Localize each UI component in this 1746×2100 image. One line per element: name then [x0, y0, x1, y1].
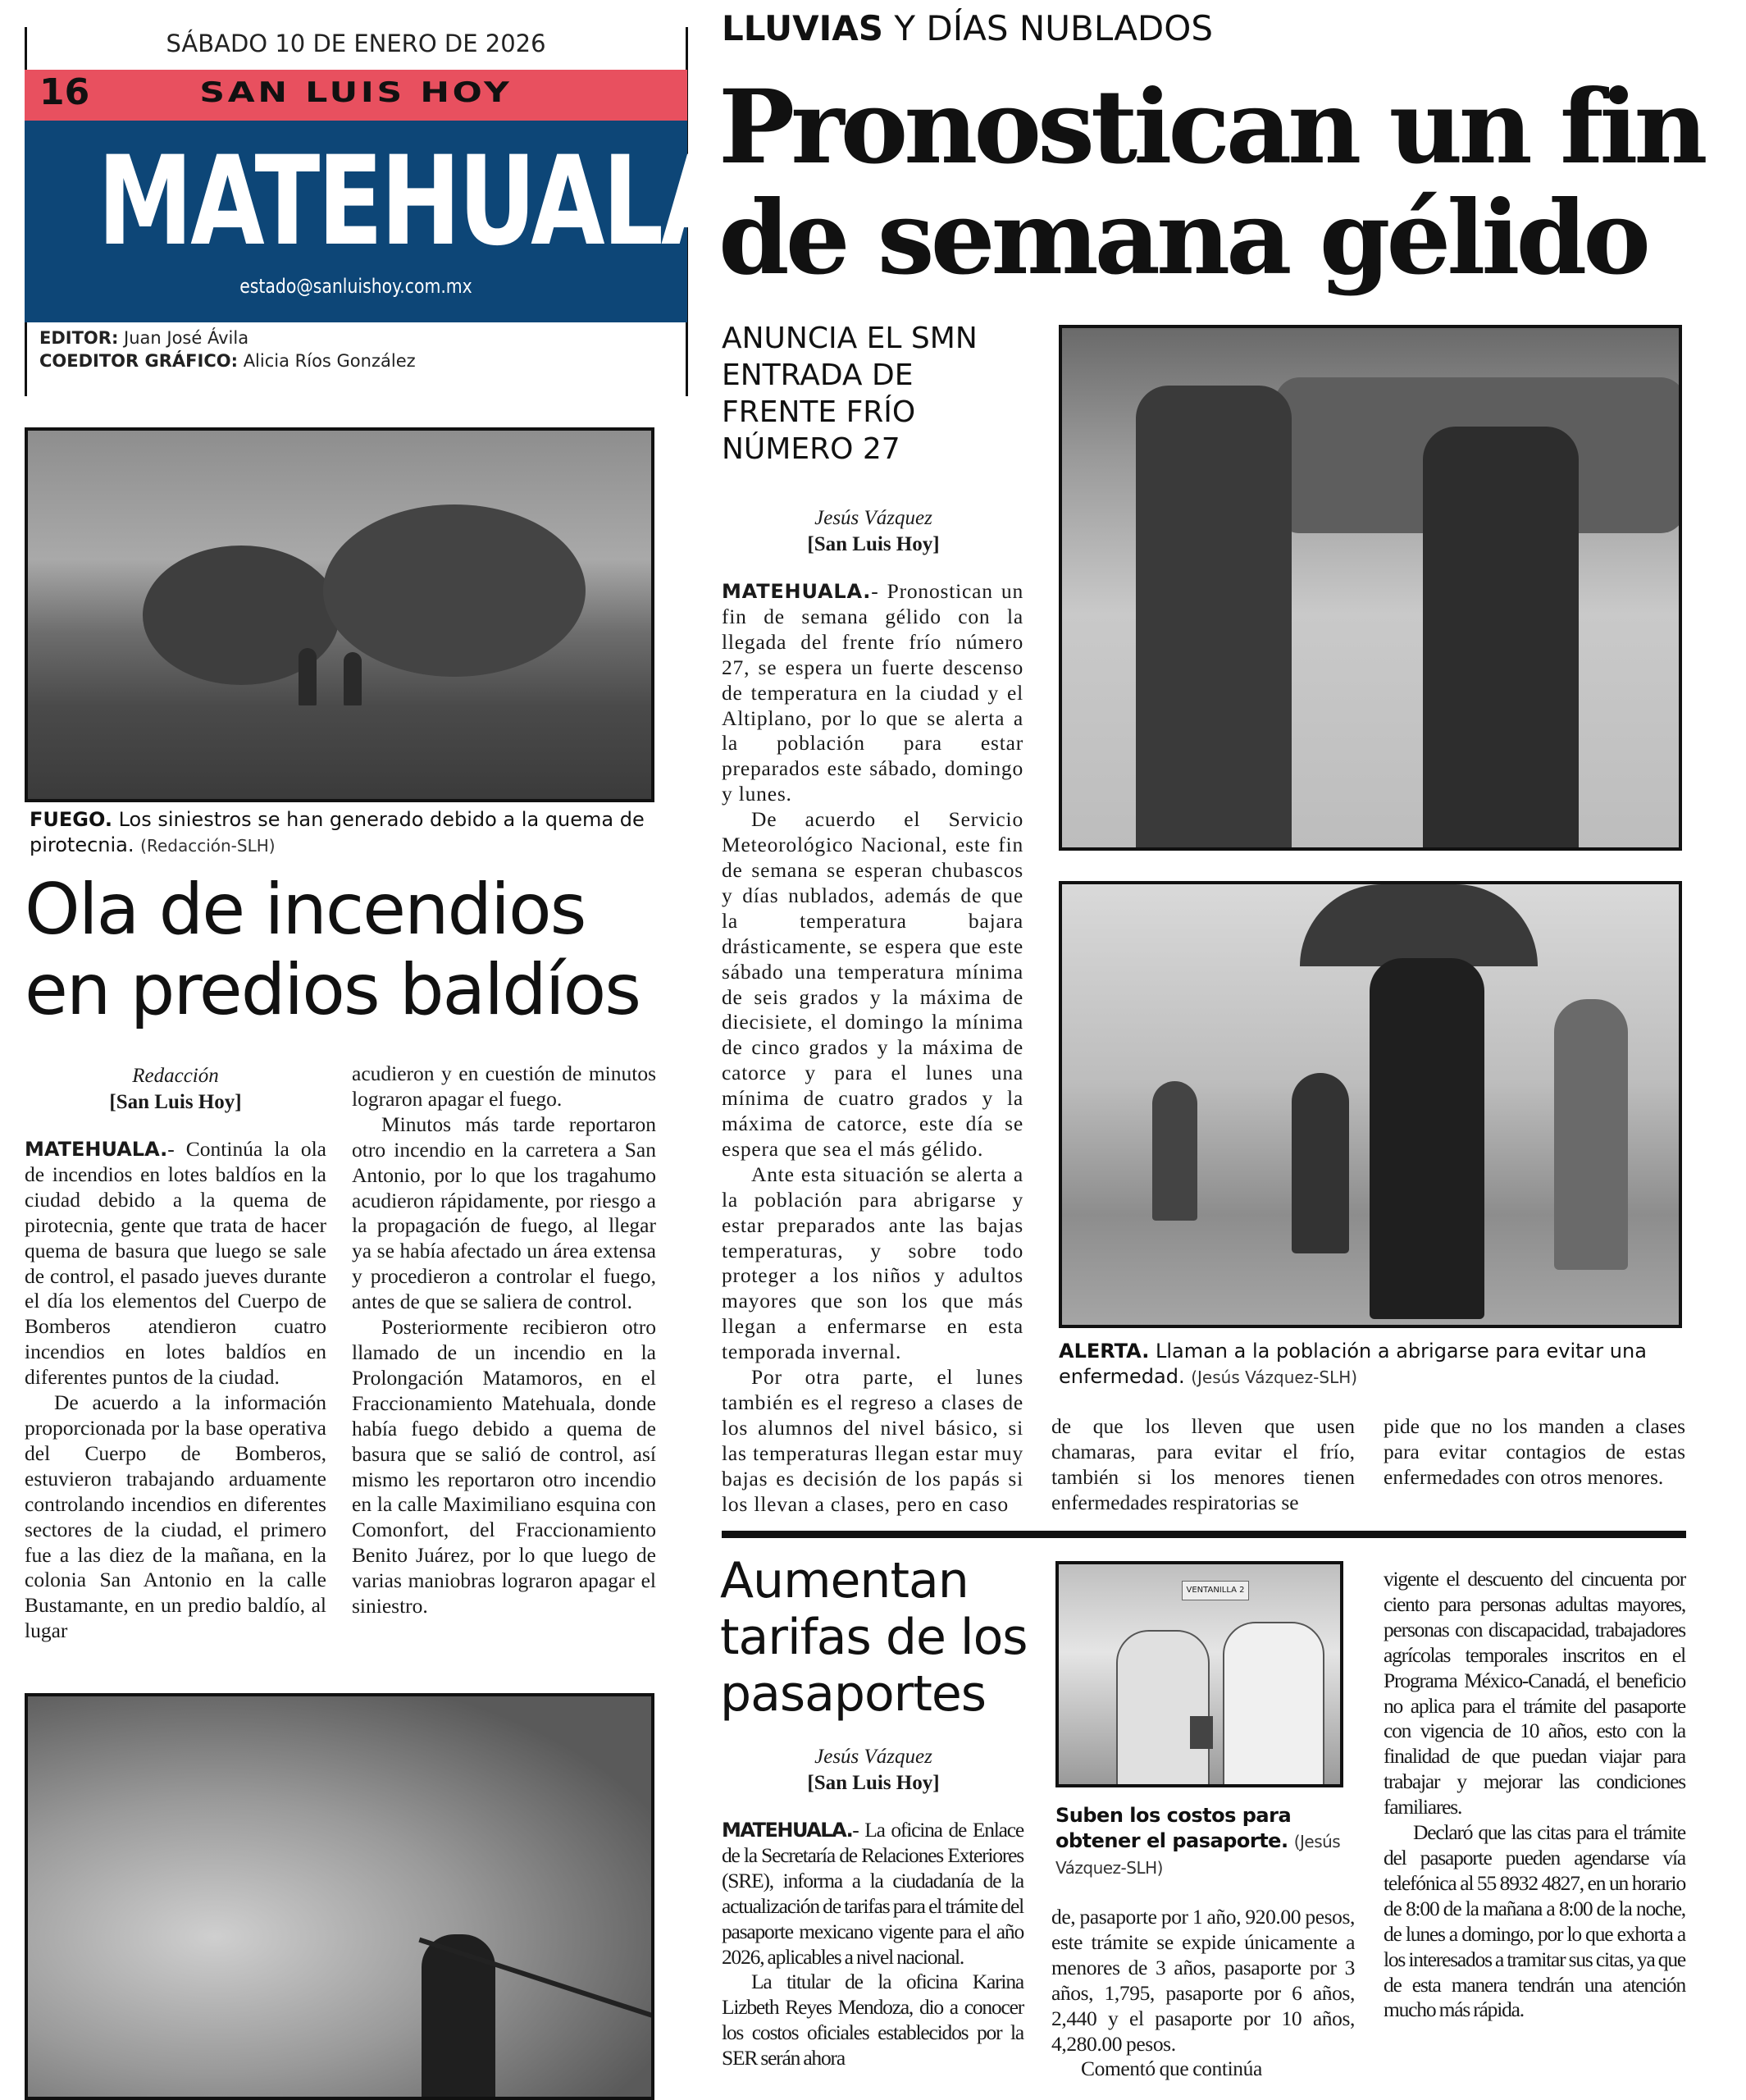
- byline-author: Jesús Vázquez: [814, 1746, 932, 1768]
- photo-caption-cold: [1059, 1339, 1690, 1390]
- article-column: [1051, 1414, 1355, 1516]
- paragraph: Por otra parte, el lunes también es el regreso a clases de los alumnos del nivel básico, si las temperaturas llegan estar muy bajas es decisión de los papás si los llevan a clases, pero en caso: [722, 1365, 1023, 1516]
- passport-booklet: [1190, 1716, 1213, 1749]
- newspaper-brand: SAN LUIS HOY: [199, 76, 513, 109]
- young-woman: [1223, 1622, 1324, 1787]
- pedestrian: [1292, 1073, 1349, 1253]
- photo-pedestrians-cold: [1059, 325, 1682, 851]
- firefighter-figure: [299, 648, 317, 705]
- article-column: [352, 1061, 656, 1619]
- byline-fires: [25, 1063, 326, 1116]
- coeditor-credit: [39, 351, 416, 371]
- photo-firefighter-hose: [25, 1693, 654, 2100]
- umbrella: [1300, 884, 1538, 966]
- section-band: [25, 121, 733, 322]
- brand-band: [25, 70, 687, 121]
- byline-author: Jesús Vázquez: [814, 507, 932, 529]
- dateline: MATEHUALA.: [25, 1138, 168, 1161]
- paragraph: de, pasaporte por 1 año, 920.00 pesos, este trámite se expide únicamente a menores de 3 años, pasaporte por 3 años, 1,795, pasaporte por 6 años, 2,440 y el pasaporte por 10 años, 4,280.00 pesos.: [1051, 1905, 1355, 2056]
- paragraph: La titular de la oficina Karina Lizbeth Reyes Mendoza, dio a conocer los costos oficiales establecidos por la SER serán ahora: [722, 1970, 1023, 2070]
- caption-text: Llaman a la población a abrigarse para evitar una enfermedad.: [1059, 1340, 1647, 1388]
- byline-passports: [722, 1744, 1025, 1796]
- paragraph: Declaró que las citas para el trámite del pasaporte pueden agendarse vía telefónica al 55 8932 4827, en un horario de 8:00 de la mañana a 8:00 de la noche, de lunes a domingo, por lo que exhorta a los interesados a tramitar sus citas, ya que de esta manera tendrán una atención mucho más rápida.: [1384, 1820, 1685, 2022]
- section-email[interactable]: estado@sanluishoy.com.mx: [239, 275, 472, 298]
- paragraph-text: - Pronostican un fin de semana gélido con la llegada del frente frío número 27, se espera un fuerte descenso de temperatura en la ciudad y el Altiplano, por lo que se alerta a la población para estar preparados este sábado, domingo y lunes.: [722, 579, 1023, 806]
- byline-cold: [722, 505, 1025, 558]
- firefighter-figure: [344, 652, 362, 705]
- paragraph: [722, 579, 1023, 807]
- paragraph: Ante esta situación se alerta a la población para abrigarse y estar preparados ante las bajas temperaturas, y sobre todo proteger a los niños y adultos mayores que son los que más llegan a enfermarse en esta temporada invernal.: [722, 1162, 1023, 1364]
- caption-lead: ALERTA.: [1059, 1340, 1150, 1363]
- paragraph: De acuerdo el Servicio Meteorológico Nacional, este fin de semana se esperan chubascos y días nublados, además de que la temperatura bajara drásticamente, se espera que este sábado una temperatura mínima de seis grados y la máxima de diecisiete, el domingo la mínima de cinco grados y la máxima de catorce y para el lunes una mínima de cuatro grados y la máxima de catorce, este día se espera que sea el más gélido.: [722, 807, 1023, 1161]
- photo-caption-passport: [1055, 1803, 1359, 1881]
- caption-text: Suben los costos para obtener el pasaporte.: [1055, 1804, 1292, 1852]
- caption-text: Los siniestros se han generado debido a la quema de pirotecnia.: [30, 808, 645, 856]
- paragraph: acudieron y en cuestión de minutos lograron apagar el fuego.: [352, 1061, 656, 1111]
- section-divider: [722, 1531, 1686, 1538]
- woman-in-mask: [1423, 427, 1579, 851]
- headline-passports: Aumentan tarifas de los pasaportes: [720, 1552, 1028, 1723]
- paragraph: [25, 1137, 326, 1390]
- paragraph: Posteriormente recibieron otro llamado de un incendio en la Prolongación Matamoros, en el Fraccionamiento Matehuala, donde había fuego debido a quema de basura que se salió de control, así mismo les reportaron otro incendio en la calle Maximiliano esquina con Comonfort, del Fraccionamiento Benito Juárez, por lo que luego de varias maniobras lograron apagar el siniestro.: [352, 1315, 656, 1618]
- photo-rain-umbrella: [1059, 881, 1682, 1328]
- kicker-text: Y DÍAS NUBLADOS: [883, 8, 1213, 48]
- coeditor-label: COEDITOR GRÁFICO:: [39, 351, 238, 371]
- coeditor-name: Alicia Ríos González: [243, 351, 416, 371]
- article-column: [1384, 1414, 1685, 1491]
- tree-silhouette: [323, 504, 586, 677]
- dateline: MATEHUALA.: [722, 580, 872, 603]
- byline-outlet: [San Luis Hoy]: [807, 533, 940, 555]
- official-woman: [1116, 1630, 1210, 1787]
- paragraph-text: - Continúa la ola de incendios en lotes baldíos en la ciudad debido a la quema de pirotecnia, gente que trata de hacer quema de basura que luego se sale de control, el pasado jueves durante el día los elementos del Cuerpo de Bomberos atendieron cuatro incendios en lotes baldíos en diferentes puntos de la ciudad.: [25, 1137, 326, 1390]
- section-title: MATEHUALA: [97, 130, 733, 273]
- window-sign: VENTANILLA 2: [1182, 1581, 1249, 1600]
- article-column: [1384, 1567, 1685, 2023]
- paragraph: [722, 1818, 1023, 1970]
- caption-lead: FUEGO.: [30, 808, 112, 831]
- article-column: [25, 1137, 326, 1644]
- dateline: MATEHUALA.: [722, 1819, 853, 1842]
- byline-outlet: [San Luis Hoy]: [807, 1772, 940, 1794]
- person-with-umbrella: [1370, 958, 1484, 1319]
- article-column: [722, 1818, 1023, 2071]
- caption-credit: (Jesús Vázquez-SLH): [1055, 1832, 1341, 1878]
- headline-fires: Ola de incendios en predios baldíos: [25, 869, 641, 1031]
- paragraph: Minutos más tarde reportaron otro incendio en la carretera a San Antonio, por lo que los tragahumo acudieron rápidamente, por riesgo a la propagación de fuego, al llegar ya se había afectado un área extensa y procedieron a controlar el fuego, antes de que se saliera de control.: [352, 1112, 656, 1314]
- article-column: [722, 579, 1023, 1518]
- paragraph: de que los lleven que usen chamaras, para evitar el frío, también si los menores tienen enfermedades respiratorias se: [1051, 1414, 1355, 1514]
- paragraph: pide que no los manden a clases para evitar contagios de estas enfermedades con otros menores.: [1384, 1414, 1685, 1489]
- paragraph: Comentó que continúa: [1081, 2057, 1262, 2081]
- photo-passport-office: [1055, 1561, 1343, 1787]
- deck-cold: ANUNCIA EL SMN ENTRADA DE FRENTE FRÍO NÚMERO 27: [722, 322, 978, 466]
- caption-credit: (Jesús Vázquez-SLH): [1191, 1367, 1358, 1387]
- man-in-vest: [1136, 386, 1292, 851]
- edition-date: SÁBADO 10 DE ENERO DE 2026: [166, 30, 546, 57]
- headline-cold: Pronostican un fin de semana gélido: [718, 68, 1704, 298]
- paragraph-text: - La oficina de Enlace de la Secretaría de Relaciones Exteriores (SRE), informa a la ciudadanía de la actualización de tarifas para el trámite del pasaporte mexicano vigente para el año 2026, aplicables a nivel nacional.: [722, 1818, 1023, 1969]
- editor-label: EDITOR:: [39, 328, 119, 348]
- paragraph: vigente el descuento del cincuenta por ciento para personas adultas mayores, personas con discapacidad, trabajadores agrícolas temporales inscritos en el Programa México-Canadá, el beneficio no aplica para el trámite del pasaporte con vigencia de 10 años, esto con la finalidad de que puedan viajar para trabajar y mejorar las condiciones familiares.: [1384, 1567, 1685, 1819]
- pedestrian: [1554, 999, 1628, 1270]
- kicker: [722, 8, 1213, 48]
- editor-credit: [39, 328, 248, 348]
- photo-caption-fire: [30, 807, 669, 859]
- article-column: [1051, 1905, 1355, 2082]
- kicker-bold: LLUVIAS: [722, 8, 884, 48]
- photo-fire-field: [25, 427, 654, 802]
- editor-name: Juan José Ávila: [124, 328, 249, 348]
- page-number: 16: [39, 71, 90, 113]
- pedestrian: [1152, 1081, 1197, 1221]
- byline-outlet: [San Luis Hoy]: [109, 1091, 242, 1113]
- paragraph: De acuerdo a la información proporcionada por la base operativa del Cuerpo de Bomberos, estuvieron trabajando arduamente controlando incendios en diferentes sectores de la ciudad, el primero fue a las diez de la mañana, en la colonia San Antonio en la calle Bustamante, en un predio baldío, al lugar: [25, 1390, 326, 1643]
- byline-author: Redacción: [132, 1065, 219, 1087]
- caption-credit: (Redacción-SLH): [140, 836, 276, 856]
